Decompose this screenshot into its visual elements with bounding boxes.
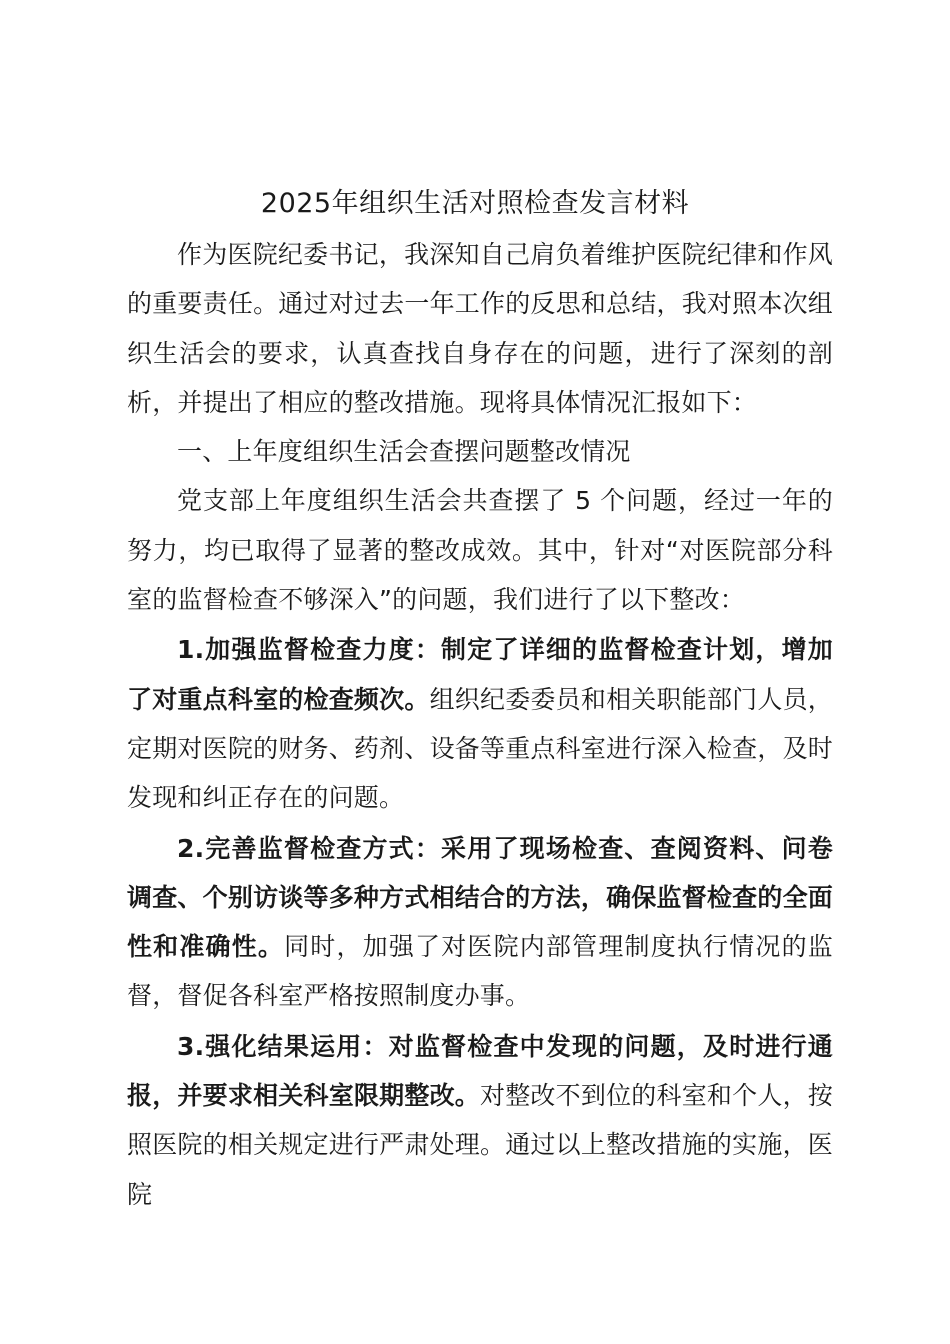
measure-3-text: 对整改不到位的科室和个人，按照医院的相关规定进行严肃处理。通过以上整改措施的实施，医院 [127, 1081, 833, 1209]
document-body [127, 230, 833, 1219]
summary-paragraph [127, 476, 833, 624]
intro-paragraph [127, 230, 833, 427]
measure-1-bold: 1.加强监督检查力度：制定了详细的监督检查计划，增加了对重点科室的检查频次。 [127, 635, 833, 714]
section-heading [127, 427, 833, 476]
document-title: 2025年组织生活对照检查发言材料 [260, 188, 690, 219]
measure-paragraph-3 [127, 1022, 833, 1219]
measure-1-text: 组织纪委委员和相关职能部门人员，定期对医院的财务、药剂、设备等重点科室进行深入检查，及时发现和纠正存在的问题。 [127, 684, 833, 813]
measure-2-text: 同时，加强了对医院内部管理制度执行情况的监督，督促各科室严格按照制度办事。 [127, 932, 833, 1011]
measure-2-bold: 2.完善监督检查方式：采用了现场检查、查阅资料、问卷调查、个别访谈等多种方式相结合的方法，确保监督检查的全面性和准确性。 [127, 833, 833, 962]
summary-paragraph-text: 党支部上年度组织生活会共查摆了 5 个问题，经过一年的努力，均已取得了显著的整改成效。其中，针对“对医院部分科室的监督检查不够深入”的问题，我们进行了以下整改： [127, 486, 833, 615]
section-heading-text: 一、上年度组织生活会查摆问题整改情况 [177, 437, 631, 467]
measure-paragraph-1 [127, 625, 833, 822]
intro-paragraph-text: 作为医院纪委书记，我深知自己肩负着维护医院纪律和作风的重要责任。通过对过去一年工作的反思和总结，我对照本次组织生活会的要求，认真查找自身存在的问题，进行了深刻的剖析，并提出了相应的整改措施。现将具体情况汇报如下： [127, 240, 833, 417]
measure-3-bold: 3.强化结果运用：对监督检查中发现的问题，及时进行通报，并要求相关科室限期整改。 [127, 1031, 833, 1111]
measure-paragraph-2 [127, 824, 833, 1021]
